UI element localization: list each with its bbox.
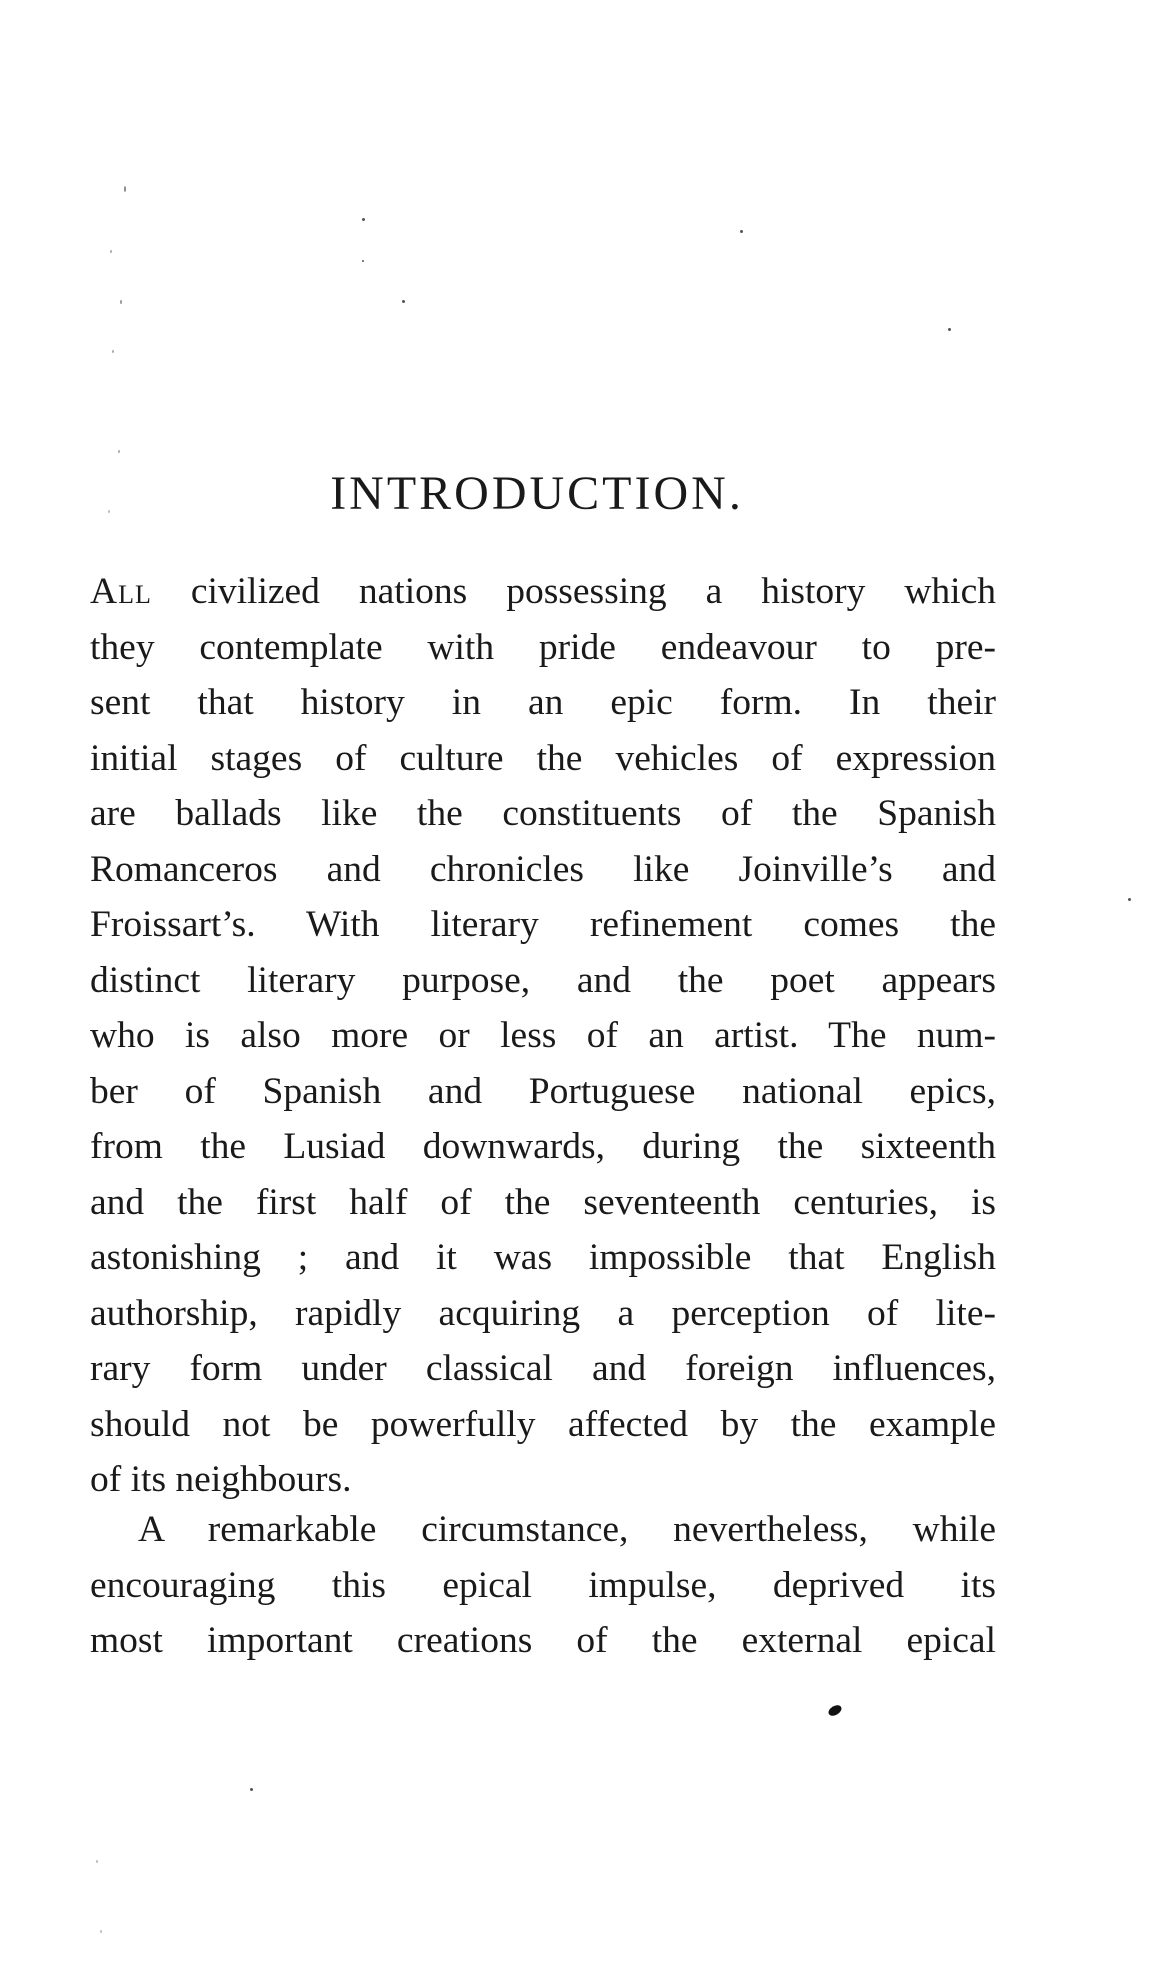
paragraph-line: initial stages of culture the vehicles of expression	[90, 737, 996, 779]
paragraph-line: they contemplate with pride endeavour to pre-	[90, 626, 996, 668]
scan-speck	[96, 1860, 98, 1863]
paragraph-line: astonishing ; and it was impossible that English	[90, 1237, 996, 1278]
paragraph-line: from the Lusiad downwards, during the sixteenth	[90, 1126, 996, 1167]
paragraph-line: are ballads like the constituents of the Spanish	[90, 793, 996, 834]
paragraph-line: encouraging this epical impulse, deprived its	[90, 1564, 996, 1606]
paragraph-line: authorship, rapidly acquiring a perception of lite-	[90, 1292, 996, 1334]
scan-speck	[250, 1788, 253, 1791]
scan-speck	[827, 1703, 844, 1718]
scan-speck	[112, 350, 114, 353]
scan-speck	[100, 1930, 102, 1933]
paragraph-line: rary form under classical and foreign influences,	[90, 1348, 996, 1389]
scan-speck	[118, 450, 120, 453]
paragraph-line: sent that history in an epic form. In their	[90, 682, 996, 723]
scan-speck	[110, 250, 112, 253]
paragraph-line: Froissart’s. With literary refinement comes the	[90, 904, 996, 945]
scan-speck	[1128, 898, 1131, 901]
paragraph-line: and the first half of the seventeenth centuries, is	[90, 1181, 996, 1223]
scan-speck	[948, 328, 951, 331]
paragraph-line: most important creations of the external epical	[90, 1620, 996, 1661]
scan-speck	[124, 186, 126, 192]
page-title: INTRODUCTION.	[330, 467, 744, 520]
paragraph-line: Romanceros and chronicles like Joinville’s and	[90, 848, 996, 890]
scan-speck	[362, 218, 365, 221]
paragraph-1	[90, 564, 996, 1508]
paragraph-line: ber of Spanish and Portuguese national epics,	[90, 1070, 996, 1112]
scan-speck	[362, 260, 364, 262]
paragraph-line: A remarkable circumstance, nevertheless, while	[138, 1509, 996, 1550]
paragraph-line: All civilized nations possessing a history which	[90, 571, 996, 612]
scan-speck	[402, 300, 405, 303]
scan-speck	[120, 300, 122, 304]
scan-speck	[108, 510, 110, 513]
paragraph-line: of its neighbours.	[90, 1459, 352, 1500]
paragraph-line: distinct literary purpose, and the poet appears	[90, 959, 996, 1001]
paragraph-2	[90, 1502, 996, 1669]
paragraph-line: who is also more or less of an artist. The num-	[90, 1015, 996, 1056]
drop-word: All	[90, 571, 152, 612]
scan-speck	[740, 230, 743, 233]
paragraph-line: should not be powerfully affected by the example	[90, 1403, 996, 1445]
